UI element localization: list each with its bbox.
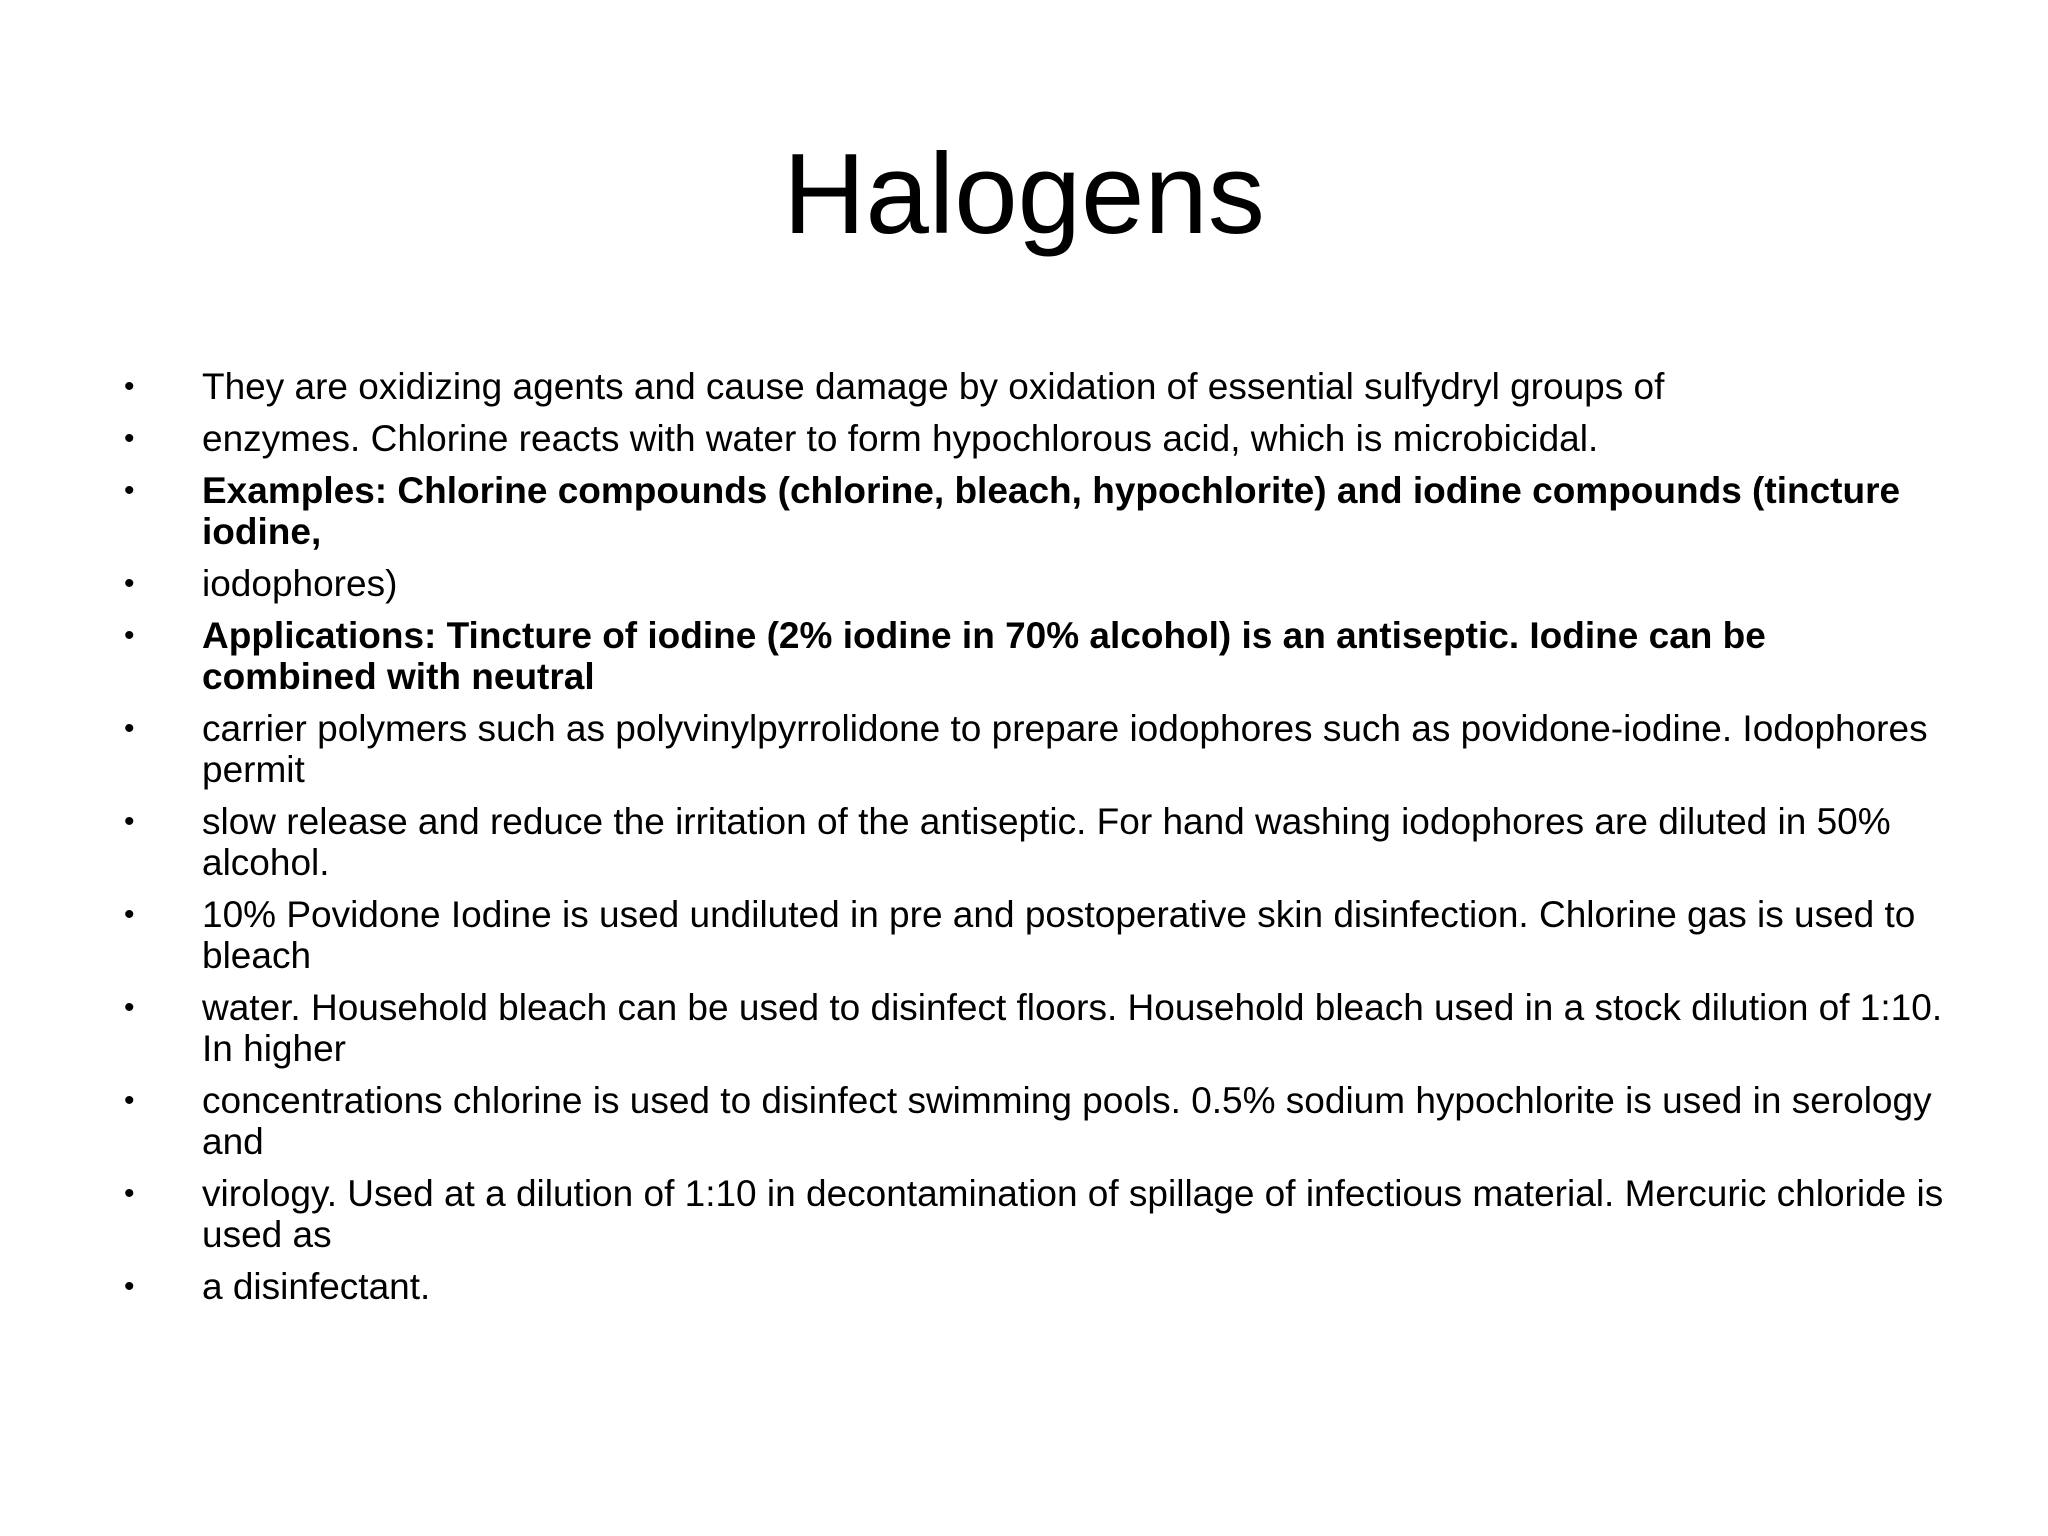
bullet-text: concentrations chlorine is used to disinfect swimming pools. 0.5% sodium hypochlorite is used in serology and: [202, 1080, 1932, 1162]
bullet-item: [120, 615, 1950, 697]
bullet-text: carrier polymers such as polyvinylpyrrolidone to prepare iodophores such as povidone-iodine. Iodophores permit: [202, 708, 1928, 790]
bullet-dot-icon: •: [124, 712, 135, 745]
bullet-dot-icon: •: [124, 805, 135, 838]
bullet-dot-icon: •: [124, 1270, 135, 1303]
bullet-text: Applications: Tincture of iodine (2% iodine in 70% alcohol) is an antiseptic. Iodine can be combined with neutral: [202, 615, 1766, 697]
bullet-dot-icon: •: [124, 567, 135, 600]
bullet-item: [120, 894, 1950, 976]
bullet-item: [120, 470, 1950, 552]
bullet-text: a disinfectant.: [202, 1266, 431, 1307]
bullet-item: [120, 366, 1950, 407]
bullet-text: virology. Used at a dilution of 1:10 in decontamination of spillage of infectious material. Mercuric chloride is used as: [202, 1173, 1944, 1255]
bullet-item: [120, 1173, 1950, 1255]
bullet-dot-icon: •: [124, 422, 135, 455]
bullet-dot-icon: •: [124, 370, 135, 403]
bullet-item: [120, 418, 1950, 459]
bullet-item: [120, 987, 1950, 1069]
bullet-item: [120, 801, 1950, 883]
bullet-text: water. Household bleach can be used to disinfect floors. Household bleach used in a stock dilution of 1:10. In higher: [202, 987, 1943, 1069]
bullet-text: iodophores): [202, 563, 398, 604]
bullet-list: [120, 366, 1950, 1318]
bullet-dot-icon: •: [124, 619, 135, 652]
bullet-item: [120, 1080, 1950, 1162]
bullet-text: They are oxidizing agents and cause damage by oxidation of essential sulfydryl groups of: [202, 366, 1665, 407]
bullet-text: Examples: Chlorine compounds (chlorine, bleach, hypochlorite) and iodine compounds (tincture iodine,: [202, 470, 1901, 552]
bullet-dot-icon: •: [124, 991, 135, 1024]
bullet-dot-icon: •: [124, 474, 135, 507]
bullet-text: slow release and reduce the irritation of the antiseptic. For hand washing iodophores are diluted in 50% alcohol.: [202, 801, 1891, 883]
bullet-text: enzymes. Chlorine reacts with water to form hypochlorous acid, which is microbicidal.: [202, 418, 1599, 459]
slide-title: Halogens: [783, 131, 1265, 258]
bullet-dot-icon: •: [124, 1177, 135, 1210]
bullet-dot-icon: •: [124, 1084, 135, 1117]
bullet-dot-icon: •: [124, 898, 135, 931]
bullet-text: 10% Povidone Iodine is used undiluted in pre and postoperative skin disinfection. Chlorine gas is used to bleach: [202, 894, 1916, 976]
bullet-item: [120, 1266, 1950, 1307]
bullet-item: [120, 563, 1950, 604]
bullet-item: [120, 708, 1950, 790]
